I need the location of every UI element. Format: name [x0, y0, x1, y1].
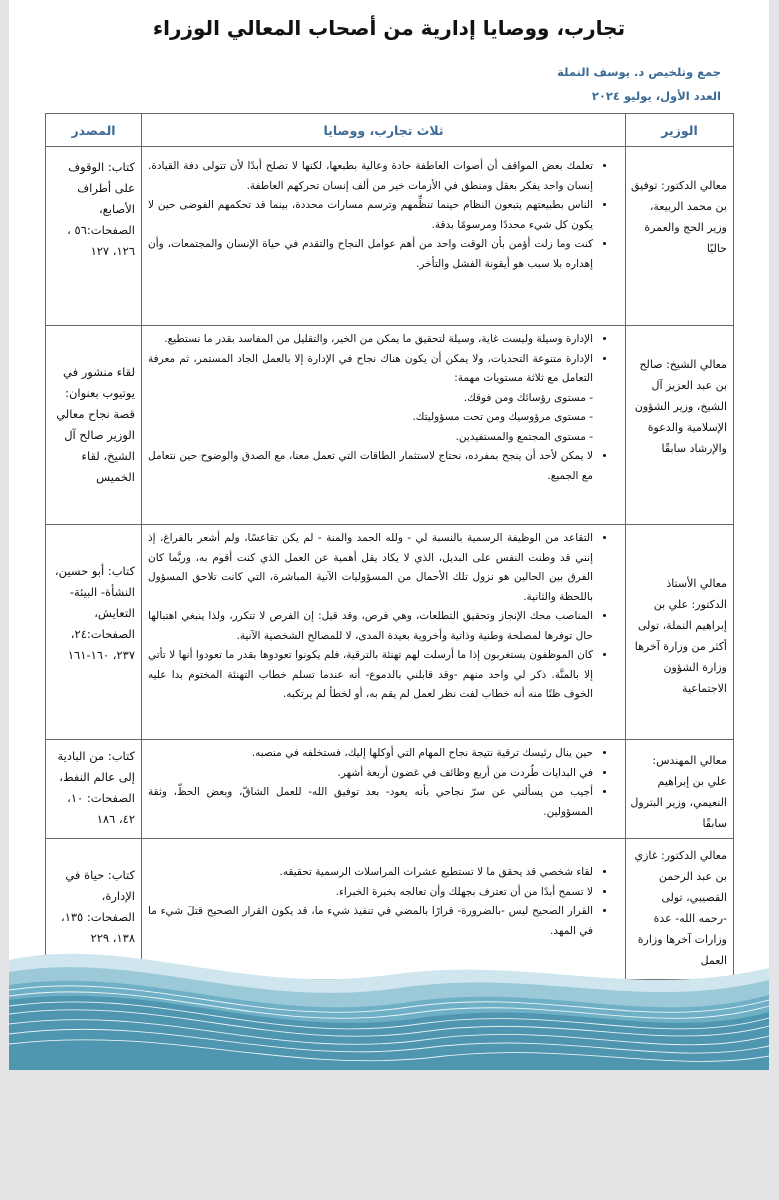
table-header-row [46, 114, 734, 147]
tips-list [148, 863, 607, 941]
table-row [46, 147, 734, 326]
header-source: المصدر [46, 114, 142, 147]
tip-subitem: - مستوى مرؤوسيك ومن تحت مسؤوليتك. [412, 411, 593, 423]
tips-list [148, 529, 607, 705]
tip-item: • كنت وما زلت أؤمن بأن الوقت واحد من أهم عوامل النجاح والتقدم في حياة الإنسان والمجتمعات، وأن إهداره بلا سبب هو أيقونة الفشل والتأخر. [148, 235, 593, 274]
tip-item: • لقاء شخصي قد يحقق ما لا تستطيع عشرات المراسلات الرسمية تحقيقه. [148, 863, 593, 883]
tip-text: لا يمكن لأحد أن ينجح بمفرده، نحتاج لاستثمار الطاقات التي تعمل معنا، مع الصدق والوضوح حين نتعامل مع الجميع. [148, 450, 593, 482]
tip-item: • لا تسمح أبدًا من أن تعترف بجهلك وأن تعالجه بخبرة الخبراء. [148, 883, 593, 903]
source-cell: لقاء منشور في يوتيوب بعنوان: قصة نجاح معالي الوزير صالح آل الشيخ، لقاء الخميس [46, 326, 142, 525]
header-minister: الوزير [626, 114, 734, 147]
header-tips: ثلاث تجارب، ووصايا [142, 114, 626, 147]
tip-item [148, 447, 593, 486]
tips-cell [142, 740, 626, 839]
minister-cell: معالي الأستاذ الدكتور: علي بن إبراهيم النملة، تولى أكثر من وزارة آخرها وزارة الشؤون الاجتماعية [626, 525, 734, 740]
decorative-waves [9, 940, 769, 1070]
tip-item: • القرار الصحيح ليس -بالضرورة- قرارًا بالمضي في تنفيذ شيء ما، قد يكون القرار الصحيح قتلَ شيء ما في المهد. [148, 902, 593, 941]
tip-item: • المناصب محك الإنجاز وتحقيق التطلعات، وهي فرص، وقد قيل: إن الفرص لا تتكرر، ولذا ينبغي اهتبالها حال توفرها لمصلحة وطنية وذاتية وأخروية بعيدة المدى، لا للمصالح الشخصية الآنية. [148, 607, 593, 646]
tip-item: • الناس بطبيعتهم يتبعون النظام حينما تنظِّمهم وترسم مسارات محددة، بينما قد تحكمهم الفوضى حين لا يكون كل شيء محددًا ومرسومًا بدقة. [148, 196, 593, 235]
tip-item: • تعلمك بعض المواقف أن أصوات العاطفة حادة وعالية بطبعها، لكنها لا تصلح أبدًا لأن تتولى دفة القيادة. إنسان واحد يفكر بعقل ومنطق في الأزمات خير من ألف إنسان تحركهم العاطفة. [148, 157, 593, 196]
tip-item: • التقاعد من الوظيفة الرسمية بالنسبة لي - ولله الحمد والمنة - لم يكن تقاعسًا، ولم أشعر بالفراغ، إذ إنني قد وطنت النفس على البديل، الذي لا يكاد يقل أهمية عن العمل الذي كنت أقوم به، وربَّما كان الفرق بين الحالين هو نزول تلك الأحمال من المسؤوليات الآنية المباشرة، التي كانت تلاحق المسؤول باللحظة والثانية. [148, 529, 593, 607]
compiler-line: جمع وتلخيص د. يوسف النملة [557, 65, 721, 79]
tips-cell [142, 326, 626, 525]
tips-list [148, 744, 607, 822]
tip-item: • في البدايات طُردت من أربع وظائف في غضون أربعة أشهر. [148, 764, 593, 784]
minister-cell: معالي المهندس: علي بن إبراهيم النعيمي، وزير البترول سابقًا [626, 740, 734, 839]
tip-item: • حين ينال رئيسك ترقية نتيجة نجاح المهام التي أوكلها إليك، فستخلفه في منصبه. [148, 744, 593, 764]
document-page [9, 0, 769, 1070]
tips-cell [142, 147, 626, 326]
minister-cell: معالي الدكتور: غازي بن عبد الرحمن القصيبي، تولى -رحمه الله- عدة وزارات آخرها وزارة العمل [626, 839, 734, 980]
ministers-table [45, 113, 734, 980]
table-row [46, 740, 734, 839]
tips-list [148, 157, 607, 274]
tip-item [148, 350, 593, 448]
issue-line: العدد الأول، يوليو ٢٠٢٤ [591, 89, 721, 103]
minister-cell: معالي الدكتور: توفيق بن محمد الربيعة، وزير الحج والعمرة حاليًا [626, 147, 734, 326]
source-cell: كتاب: من البادية إلى عالم النفط، الصفحات: ١٠، ٤٢، ١٨٦ [46, 740, 142, 839]
source-cell: كتاب: أبو حسين، النشأة- البيئة-التعايش، الصفحات:٢٤، ٢٣٧، ١٦٠-١٦١ [46, 525, 142, 740]
tip-subitem: - مستوى المجتمع والمستفيدين. [455, 430, 593, 443]
tips-cell [142, 525, 626, 740]
tip-item: • كان الموظفون يستغربون إذا ما أرسلت لهم تهنئة بالترقية، فلم يكونوا تعودوها بقدر ما تعودوا أنها لا تأتي إلا بالمنَّة. ذكر لي واحد منهم -وقد قابلني بالدموع- أنه عندما تسلم خطاب التهنئة المختوم بدا عليه الخوف ظنًا منه أنه خطاب لفت نظر لعمل لم يقم به، أو لخطأ لم يرتكبه. [148, 646, 593, 705]
tip-subitem: - مستوى رؤسائك ومن فوقك. [463, 391, 593, 404]
tip-text: الإدارة متنوعة التحديات، ولا يمكن أن يكون هناك نجاح في الإدارة إلا بالعمل الجاد المستمر، ثم معرفة التعامل مع ثلاثة مستويات مهمة: [148, 352, 593, 384]
tip-item: • أجيب من يسألني عن سرّ نجاحي بأنه يعود- بعد توفيق الله- للعمل الشاقّ، وبعض الحظّ، وثقة المسؤولين. [148, 783, 593, 822]
page-title: تجارب، ووصايا إدارية من أصحاب المعالي الوزراء [152, 16, 626, 40]
table-row [46, 326, 734, 525]
tips-list [148, 330, 607, 486]
source-cell: كتاب: حياة في الإدارة، الصفحات: ١٣٥، ١٣٨، ٢٢٩ [46, 839, 142, 980]
table-row [46, 525, 734, 740]
minister-cell: معالي الشيخ: صالح بن عبد العزيز آل الشيخ، وزير الشؤون الإسلامية والدعوة والإرشاد سابقًا [626, 326, 734, 525]
source-cell: كتاب: الوقوف على أطراف الأصابع، الصفحات:٥٦ ، ١٢٦، ١٢٧ [46, 147, 142, 326]
tip-item [148, 330, 593, 350]
tip-text: الإدارة وسيلة وليست غاية، وسيلة لتحقيق ما يمكن من الخير، والتقليل من المفاسد بقدر ما نستطيع. [164, 333, 593, 345]
